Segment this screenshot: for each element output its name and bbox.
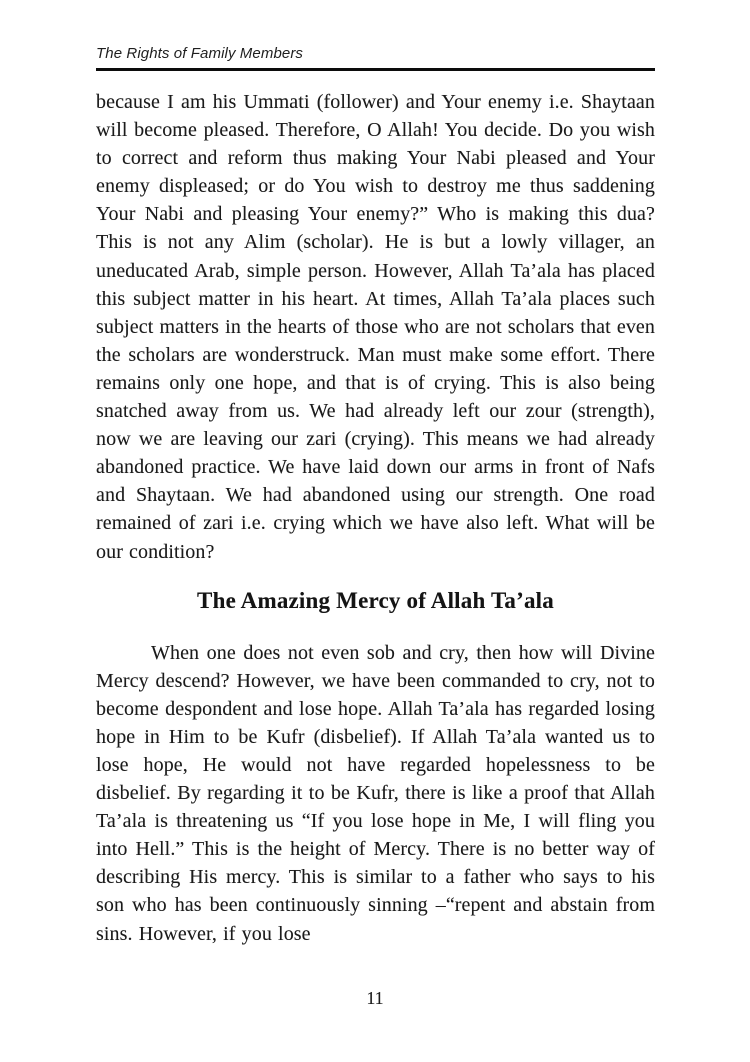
- page-number: 11: [366, 988, 384, 1008]
- body-paragraph-1: because I am his Ummati (follower) and Your enemy i.e. Shaytaan will become pleased. Therefore, O Allah! You decide. Do you wish to correct and reform thus making Your Nabi pleased and Your enemy displeased; or do You wish to destroy me thus saddening Your Nabi and pleasing Your enemy?” Who is making this dua? This is not any Alim (scholar). He is but a lowly villager, an uneducated Arab, simple person. However, Allah Ta’ala has placed this subject matter in his heart. At times, Allah Ta’ala places such subject matters in the hearts of those who are not scholars that even the scholars are wonderstruck. Man must make some effort. There remains only one hope, and that is of crying. This is also being snatched away from us. We had already left our zour (strength), now we are leaving our zari (crying). This means we had already abandoned practice. We have laid down our arms in front of Nafs and Shaytaan. We had abandoned using our strength. One road remained of zari i.e. crying which we have also left. What will be our condition?: [96, 91, 655, 563]
- running-header: [96, 45, 655, 71]
- body-paragraph-2: When one does not even sob and cry, then how will Divine Mercy descend? However, we have been commanded to cry, not to become despondent and lose hope. Allah Ta’ala has regarded losing hope in Him to be Kufr (disbelief). If Allah Ta’ala wanted us to lose hope, He would not have regarded hopelessness to be disbelief. By regarding it to be Kufr, there is like a proof that Allah Ta’ala is threatening us “If you lose hope in Me, I will fling you into Hell.” This is the height of Mercy. There is no better way of describing His mercy. This is similar to a father who says to his son who has been continuously sinning –“repent and abstain from sins. However, if you lose: [96, 641, 655, 945]
- page-body: [96, 88, 655, 948]
- header-rule: [96, 68, 655, 71]
- page-footer: [0, 987, 750, 1009]
- running-header-title: The Rights of Family Members: [96, 45, 304, 62]
- section-heading: The Amazing Mercy of Allah Ta’ala: [197, 587, 554, 613]
